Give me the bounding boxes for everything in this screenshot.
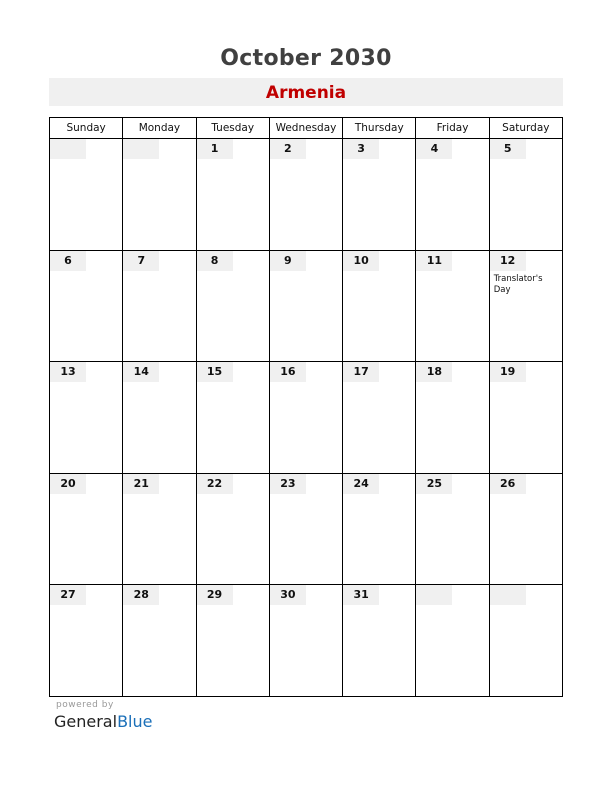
brand-blue: Blue (117, 712, 153, 731)
day-cell (50, 250, 123, 362)
day-number: 18 (416, 362, 452, 382)
day-number: 25 (416, 474, 452, 494)
day-cell (123, 473, 196, 585)
day-cell (269, 250, 342, 362)
weekday-sunday: Sunday (50, 118, 123, 139)
day-cell (50, 473, 123, 585)
generalblue-logo[interactable] (54, 712, 152, 731)
day-cell (196, 473, 269, 585)
week-row (50, 139, 563, 251)
day-number: 24 (343, 474, 379, 494)
day-number: 23 (270, 474, 306, 494)
day-cell (343, 362, 416, 474)
day-cell (343, 473, 416, 585)
day-number: 15 (197, 362, 233, 382)
day-cell (343, 139, 416, 251)
day-cell (196, 139, 269, 251)
day-number: 16 (270, 362, 306, 382)
week-row (50, 362, 563, 474)
day-cell (269, 362, 342, 474)
day-number: 2 (270, 139, 306, 159)
day-number: 26 (490, 474, 526, 494)
day-number: 29 (197, 585, 233, 605)
day-cell (269, 585, 342, 697)
day-number: 8 (197, 251, 233, 271)
day-cell (123, 250, 196, 362)
day-number: 19 (490, 362, 526, 382)
day-number: 14 (123, 362, 159, 382)
day-cell (489, 362, 562, 474)
calendar-grid (49, 117, 563, 697)
day-number (416, 585, 452, 605)
brand-general: General (54, 712, 118, 731)
weekday-saturday: Saturday (489, 118, 562, 139)
week-row (50, 473, 563, 585)
day-cell (50, 139, 123, 251)
day-number: 28 (123, 585, 159, 605)
week-row (50, 585, 563, 697)
day-number: 10 (343, 251, 379, 271)
country-name: Armenia (265, 83, 347, 103)
day-number: 22 (197, 474, 233, 494)
day-number: 31 (343, 585, 379, 605)
weekday-friday: Friday (416, 118, 489, 139)
weekday-wednesday: Wednesday (269, 118, 342, 139)
holiday-label: Translator's Day (493, 273, 543, 295)
day-cell (50, 585, 123, 697)
day-number: 3 (343, 139, 379, 159)
day-number: 12 (490, 251, 526, 271)
calendar-title: October 2030 (220, 46, 392, 71)
day-number: 11 (416, 251, 452, 271)
weekday-thursday: Thursday (343, 118, 416, 139)
powered-by-text: powered by (56, 700, 114, 710)
day-cell (489, 585, 562, 697)
day-cell (343, 585, 416, 697)
day-cell (196, 362, 269, 474)
day-number: 21 (123, 474, 159, 494)
day-cell (416, 250, 489, 362)
day-cell (123, 139, 196, 251)
day-cell (416, 473, 489, 585)
day-cell (489, 473, 562, 585)
day-number (123, 139, 159, 159)
day-number: 6 (50, 251, 86, 271)
day-number: 1 (197, 139, 233, 159)
day-number (490, 585, 526, 605)
day-cell (269, 139, 342, 251)
week-row (50, 250, 563, 362)
day-cell (416, 585, 489, 697)
day-cell (416, 139, 489, 251)
day-cell (196, 585, 269, 697)
day-cell (196, 250, 269, 362)
country-banner (49, 78, 563, 106)
day-cell (343, 250, 416, 362)
day-cell (50, 362, 123, 474)
day-cell (123, 585, 196, 697)
day-cell (416, 362, 489, 474)
day-cell (489, 250, 562, 362)
day-number: 13 (50, 362, 86, 382)
day-number: 30 (270, 585, 306, 605)
day-number: 17 (343, 362, 379, 382)
weekday-header-row (50, 118, 563, 139)
day-number (50, 139, 86, 159)
day-number: 7 (123, 251, 159, 271)
day-number: 5 (490, 139, 526, 159)
day-number: 4 (416, 139, 452, 159)
day-number: 20 (50, 474, 86, 494)
day-number: 27 (50, 585, 86, 605)
day-cell (269, 473, 342, 585)
day-number: 9 (270, 251, 306, 271)
day-cell (123, 362, 196, 474)
weekday-monday: Monday (123, 118, 196, 139)
weekday-tuesday: Tuesday (196, 118, 269, 139)
day-cell (489, 139, 562, 251)
